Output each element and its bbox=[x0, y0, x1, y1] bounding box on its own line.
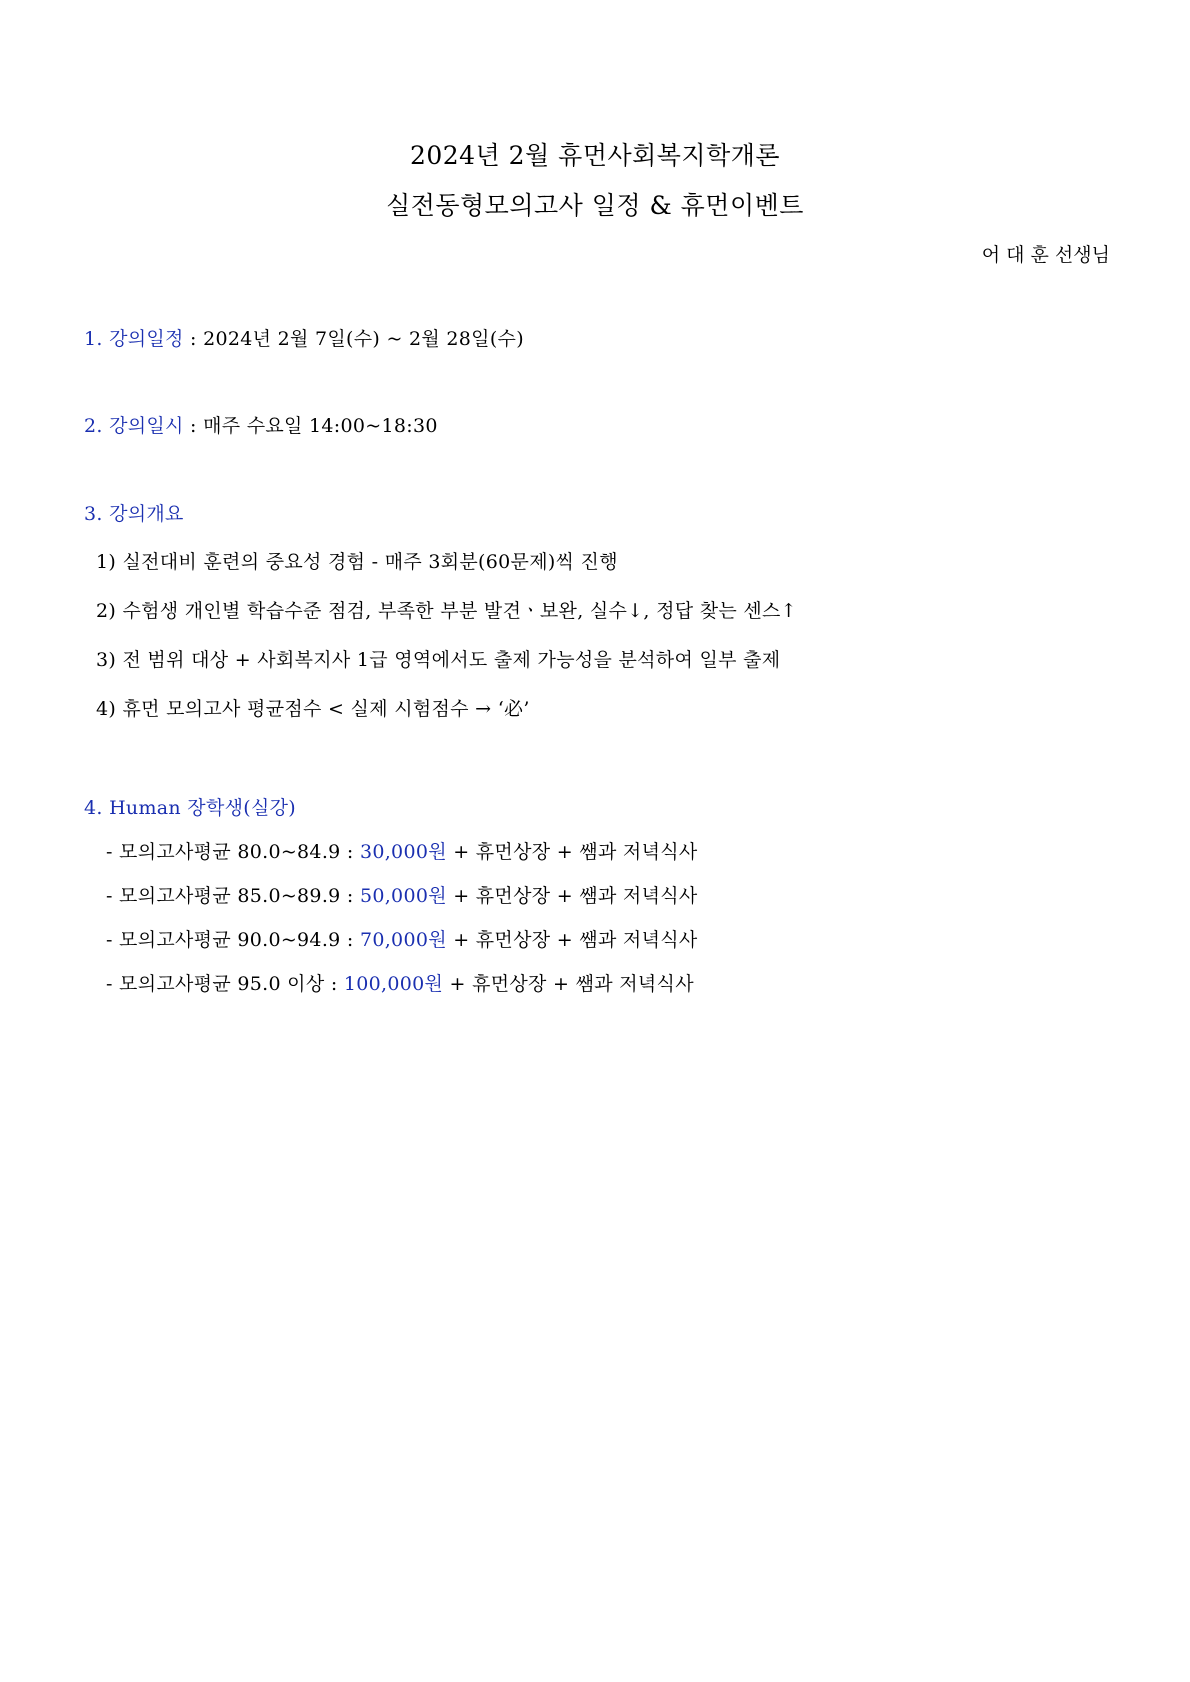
scholarship-item bbox=[106, 971, 694, 997]
scholarship-amount: 30,000원 bbox=[359, 841, 447, 863]
section-heading-time: 2. 강의일시 bbox=[84, 415, 184, 437]
overview-item: 3) 전 범위 대상 + 사회복지사 1급 영역에서도 출제 가능성을 분석하여 일부 출제 bbox=[96, 649, 781, 671]
schedule-value: 2024년 2월 7일(수) ~ 2월 28일(수) bbox=[203, 328, 524, 350]
scholarship-item bbox=[106, 927, 698, 953]
time-value: 매주 수요일 14:00~18:30 bbox=[203, 415, 438, 437]
section-time bbox=[84, 413, 438, 439]
author-name: 어 대 훈 선생님 bbox=[981, 244, 1110, 266]
separator: : bbox=[183, 328, 204, 350]
scholarship-amount: 70,000원 bbox=[359, 929, 447, 951]
section-schedule bbox=[84, 326, 524, 352]
scholarship-criteria: - 모의고사평균 95.0 이상 : bbox=[106, 973, 344, 995]
scholarship-criteria: - 모의고사평균 80.0~84.9 : bbox=[106, 841, 360, 863]
overview-item: 4) 휴먼 모의고사 평균점수 < 실제 시험점수 → ‘必’ bbox=[96, 698, 530, 720]
overview-item: 1) 실전대비 훈련의 중요성 경험 - 매주 3회분(60문제)씩 진행 bbox=[96, 551, 618, 573]
scholarship-amount: 50,000원 bbox=[359, 885, 447, 907]
overview-item: 2) 수험생 개인별 학습수준 점검, 부족한 부분 발견ㆍ보완, 실수↓, 정답 찾는 센스↑ bbox=[96, 600, 797, 622]
section-heading-overview: 3. 강의개요 bbox=[84, 503, 184, 525]
scholarship-criteria: - 모의고사평균 85.0~89.9 : bbox=[106, 885, 360, 907]
document-title-line2: 실전동형모의고사 일정 & 휴먼이벤트 bbox=[386, 191, 804, 220]
scholarship-benefits: + 휴먼상장 + 쌤과 저녁식사 bbox=[446, 841, 698, 863]
scholarship-item bbox=[106, 883, 698, 909]
scholarship-amount: 100,000원 bbox=[343, 973, 444, 995]
scholarship-benefits: + 휴먼상장 + 쌤과 저녁식사 bbox=[446, 885, 698, 907]
section-heading-schedule: 1. 강의일정 bbox=[84, 328, 184, 350]
section-heading-scholarship: 4. Human 장학생(실강) bbox=[84, 797, 296, 819]
scholarship-benefits: + 휴먼상장 + 쌤과 저녁식사 bbox=[446, 929, 698, 951]
scholarship-item bbox=[106, 839, 698, 865]
scholarship-criteria: - 모의고사평균 90.0~94.9 : bbox=[106, 929, 360, 951]
scholarship-benefits: + 휴먼상장 + 쌤과 저녁식사 bbox=[443, 973, 694, 995]
document-title-line1: 2024년 2월 휴먼사회복지학개론 bbox=[409, 141, 781, 170]
separator: : bbox=[183, 415, 204, 437]
